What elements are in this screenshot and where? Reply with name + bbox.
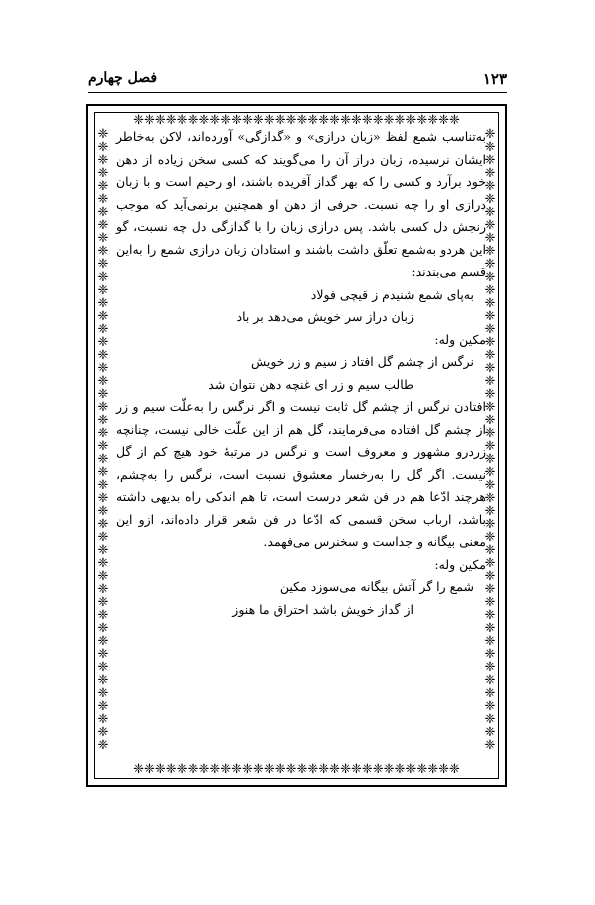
verse-line: زبان دراز سر خویش می‌دهد بر باد xyxy=(236,309,414,324)
chapter-title: فصل چهارم xyxy=(88,70,158,86)
ornament-left-border: ❈❈❈❈❈❈❈❈❈❈❈❈❈❈❈❈❈❈❈❈❈❈❈❈❈❈❈❈❈❈❈❈❈❈❈❈❈❈❈❈❈❈❈❈❈❈❈❈ xyxy=(97,128,109,753)
verse-line: طالب سیم و زر ای غنچه دهن نتوان شد xyxy=(208,376,414,392)
page-number: ۱۲۳ xyxy=(482,70,507,88)
verse-line: از گداز خویش باشد احتراق ما هنوز xyxy=(232,601,414,617)
paragraph: افتادن نرگس از چشم گل ثابت نیست و اگر نرگس را به‌علّت سیم و زر از چشم گل افتاده می‌فرمایند، گل هم از این علّت خالی نیست، چنانچه زردرو مشهور و معروف است و نرگس در مرتبهٔ خود هیچ کم از گل نیست. اگر گل را به‌رخسار معشوق نسبت است، نرگس را به‌چشم، هرچند ادّعا هم در فن شعر درست است، تا هم اندکی راه بدیهی داشته باشد، ارباب سخن قسمی که ادّعا در فن شعر قرار داده‌اند، ازو این معنی بیگانه و جداست و سخنرس می‌فهمد. xyxy=(116,399,486,549)
header-rule xyxy=(88,92,507,93)
verse-attribution: مکین وله: xyxy=(434,331,486,347)
verse-line: نرگس از چشم گل افتاد ز سیم و زر خویش xyxy=(250,354,474,369)
ornament-right-border: ❈❈❈❈❈❈❈❈❈❈❈❈❈❈❈❈❈❈❈❈❈❈❈❈❈❈❈❈❈❈❈❈❈❈❈❈❈❈❈❈❈❈❈❈❈❈❈❈ xyxy=(484,128,496,753)
paragraph: به‌تناسب شمع لفظ «زبان درازی» و «گدازگی» آورده‌اند، لاکن به‌خاطر ایشان نرسیده، زبان دراز آن را می‌گویند که کسی سخن زیاده از دهن خود برآرد و کسی را که بهر گداز آفریده باشند، او رحیم است و با زبان درازی او را چه نسبت. حرفی از دهن او همچنین برنمی‌آید که موجب رنجش دل کسی باشد. پس درازی زبان را با گدازگی دل چه نسبت، گو این هردو به‌شمع تعلّق داشت باشند و استادان زبان درازی شمع را به‌این قسم می‌بندند: xyxy=(116,129,486,279)
ornament-top-border: ❈❈❈❈❈❈❈❈❈❈❈❈❈❈❈❈❈❈❈❈❈❈❈❈❈❈❈❈❈❈ xyxy=(133,114,460,128)
body-text xyxy=(116,126,486,621)
verse-line: شمع را گر آتش بیگانه می‌سوزد مکین xyxy=(279,579,474,594)
verse-attribution: مکین وله: xyxy=(434,556,486,572)
ornament-bottom-border: ❈❈❈❈❈❈❈❈❈❈❈❈❈❈❈❈❈❈❈❈❈❈❈❈❈❈❈❈❈❈ xyxy=(133,763,460,777)
verse-line: به‌پای شمع شنیدم ز قیچی فولاد xyxy=(310,286,474,302)
